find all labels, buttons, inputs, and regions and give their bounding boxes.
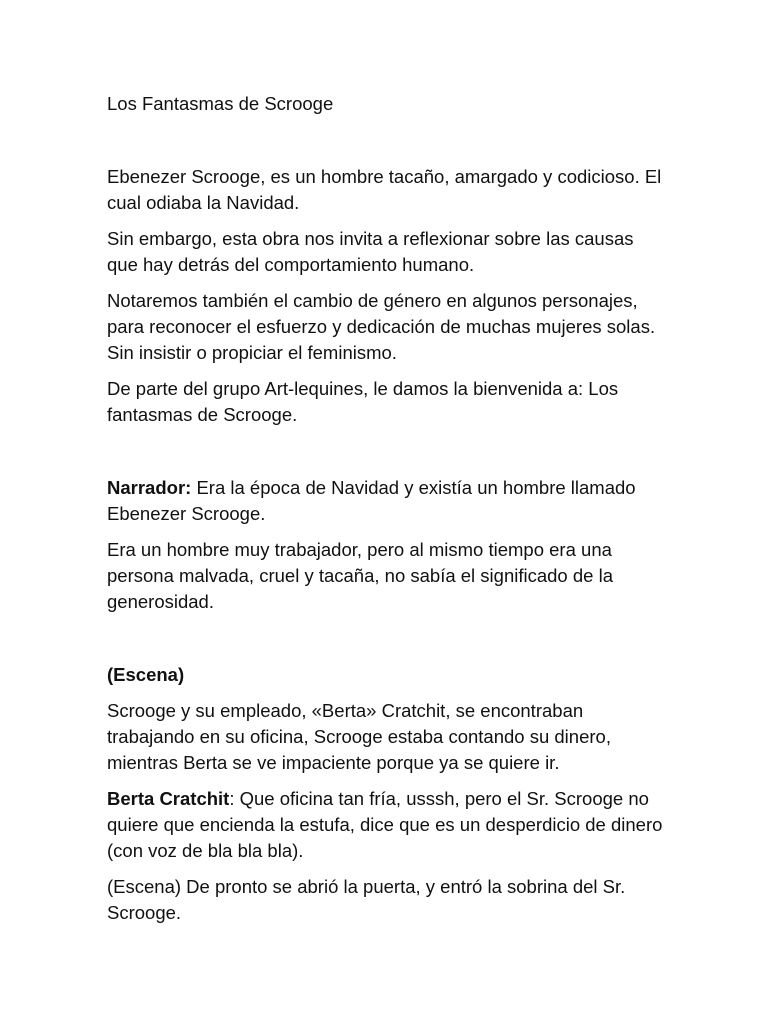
scene-description: Scrooge y su empleado, «Berta» Cratchit, se encontraban trabajando en su oficina, Scrooge estaba contando su dinero, mientras Berta se ve impaciente porque ya se quiere ir.: [107, 700, 611, 773]
berta-paragraph: [107, 786, 667, 864]
narrator-paragraph: [107, 475, 667, 527]
narrator-line-1: Era la época de Navidad y existía un hombre llamado Ebenezer Scrooge.: [107, 477, 636, 524]
berta-speaker: Berta Cratchit: [107, 788, 230, 809]
document-title: Los Fantasmas de Scrooge: [107, 93, 334, 114]
intro-paragraph-1: Ebenezer Scrooge, es un hombre tacaño, amargado y codicioso. El cual odiaba la Navidad.: [107, 166, 662, 213]
narrator-line-2: Era un hombre muy trabajador, pero al mismo tiempo era una persona malvada, cruel y tacaña, no sabía el significado de la generosidad.: [107, 539, 613, 612]
scene-heading: (Escena): [107, 664, 185, 685]
document-body: [107, 91, 667, 926]
intro-paragraph-3: Notaremos también el cambio de género en algunos personajes, para reconocer el esfuerzo y dedicación de muchas mujeres solas. Sin insistir o propiciar el feminismo.: [107, 290, 656, 363]
intro-paragraph-4: De parte del grupo Art-lequines, le damos la bienvenida a: Los fantasmas de Scrooge.: [107, 378, 619, 425]
narrator-speaker: Narrador:: [107, 477, 192, 498]
scene-closing: (Escena) De pronto se abrió la puerta, y entró la sobrina del Sr. Scrooge.: [107, 876, 626, 923]
berta-line: : Que oficina tan fría, usssh, pero el Sr. Scrooge no quiere que encienda la estufa, dice que es un desperdicio de dinero (con voz de bla bla bla).: [107, 788, 663, 861]
intro-paragraph-2: Sin embargo, esta obra nos invita a reflexionar sobre las causas que hay detrás del comportamiento humano.: [107, 228, 634, 275]
